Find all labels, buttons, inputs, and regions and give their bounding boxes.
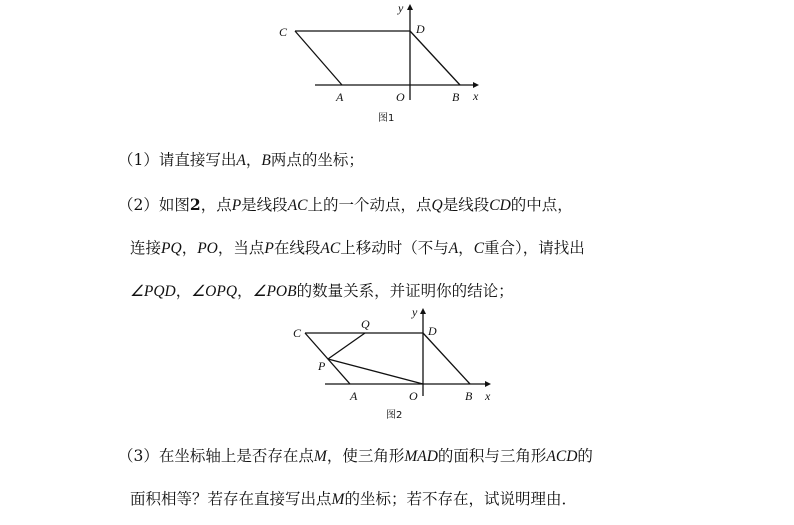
segment-ca	[295, 31, 342, 85]
label-c: C	[279, 25, 288, 39]
question-2-line-1: （2）如图2，点P是线段AC上的一个动点，点Q是线段CD的中点，	[118, 195, 573, 214]
label-q: Q	[361, 317, 370, 331]
question-3-line-1: （3）在坐标轴上是否存在点M，使三角形MAD的面积与三角形ACD的	[118, 447, 593, 465]
label-b: B	[465, 389, 473, 403]
y-axis-arrow	[407, 4, 413, 10]
figure-1-caption: 图1	[378, 113, 395, 124]
segment-po	[328, 359, 423, 384]
segment-db	[410, 31, 460, 85]
question-1: （1）请直接写出A，B两点的坐标；	[118, 151, 364, 169]
question-1-number: （1）	[118, 151, 159, 169]
question-2-line-2: 连接PQ，PO，当点P在线段AC上移动时（不与A，C重合），请找出	[130, 239, 585, 257]
label-d: D	[416, 22, 425, 36]
x-axis-arrow	[473, 82, 479, 88]
label-y: y	[398, 1, 404, 15]
label-o: O	[396, 90, 405, 104]
segment-ca	[305, 333, 350, 384]
y-axis-arrow	[420, 308, 426, 314]
question-2-line-3: ∠PQD，∠OPQ，∠POB的数量关系，并证明你的结论；	[130, 282, 514, 300]
figure-2	[285, 303, 500, 425]
label-a: A	[350, 389, 358, 403]
figure-1	[270, 0, 490, 125]
label-c: C	[293, 326, 302, 340]
label-x: x	[485, 389, 491, 403]
x-axis-arrow	[485, 381, 491, 387]
label-a: A	[336, 90, 344, 104]
label-p: P	[318, 359, 326, 373]
segment-pq	[328, 333, 365, 359]
label-d: D	[428, 324, 437, 338]
label-b: B	[452, 90, 460, 104]
segment-db	[423, 333, 470, 384]
question-2-number: （2）	[118, 196, 159, 214]
label-x: x	[473, 89, 479, 103]
question-3-number: （3）	[118, 447, 159, 465]
label-y: y	[412, 305, 418, 319]
figure-2-caption: 图2	[386, 410, 403, 421]
question-3-line-2: 面积相等？若存在直接写出点M的坐标；若不存在，试说明理由．	[130, 490, 577, 508]
label-o: O	[409, 389, 418, 403]
